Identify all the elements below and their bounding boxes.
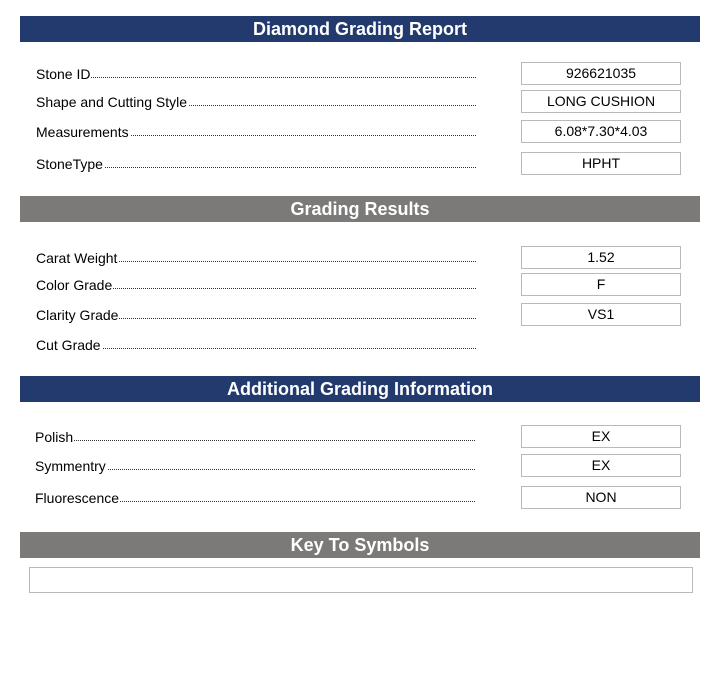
report-title: Diamond Grading Report [252, 19, 467, 39]
field-row-fluorescence [0, 486, 720, 510]
carat-label: Carat Weight [36, 250, 118, 266]
key-to-symbols-box [29, 567, 693, 593]
clarity-value: VS1 [521, 303, 681, 326]
field-row-clarity [0, 303, 720, 327]
carat-value: 1.52 [521, 246, 681, 269]
grading-results-title: Grading Results [290, 199, 430, 219]
measurements-label: Measurements [36, 124, 129, 140]
field-row-cut [0, 333, 720, 357]
shape-value: LONG CUSHION [521, 90, 681, 113]
field-row-stonetype [0, 152, 720, 176]
additional-info-bar [20, 376, 700, 402]
cut-label: Cut Grade [36, 337, 101, 353]
clarity-label: Clarity Grade [36, 307, 119, 323]
stonetype-label: StoneType [36, 156, 103, 172]
field-row-carat [0, 246, 720, 270]
color-label: Color Grade [36, 277, 113, 293]
stone-id-label: Stone ID [36, 66, 91, 82]
measurements-value: 6.08*7.30*4.03 [521, 120, 681, 143]
symmetry-value: EX [521, 454, 681, 477]
color-value: F [521, 273, 681, 296]
field-row-symmetry [0, 454, 720, 478]
polish-label: Polish [35, 429, 74, 445]
additional-info-title: Additional Grading Information [227, 379, 493, 399]
key-to-symbols-title: Key To Symbols [290, 535, 430, 555]
polish-value: EX [521, 425, 681, 448]
field-row-measurements [0, 120, 720, 144]
stonetype-value: HPHT [521, 152, 681, 175]
grading-results-bar [20, 196, 700, 222]
field-row-polish [0, 425, 720, 449]
fluorescence-label: Fluorescence [35, 490, 120, 506]
fluorescence-value: NON [521, 486, 681, 509]
stone-id-value: 926621035 [521, 62, 681, 85]
field-row-stone-id [0, 62, 720, 86]
shape-label: Shape and Cutting Style [36, 94, 187, 110]
key-to-symbols-bar [20, 532, 700, 558]
report-title-bar [20, 16, 700, 42]
symmetry-label: Symmentry [35, 458, 106, 474]
field-row-shape [0, 90, 720, 114]
field-row-color [0, 273, 720, 297]
